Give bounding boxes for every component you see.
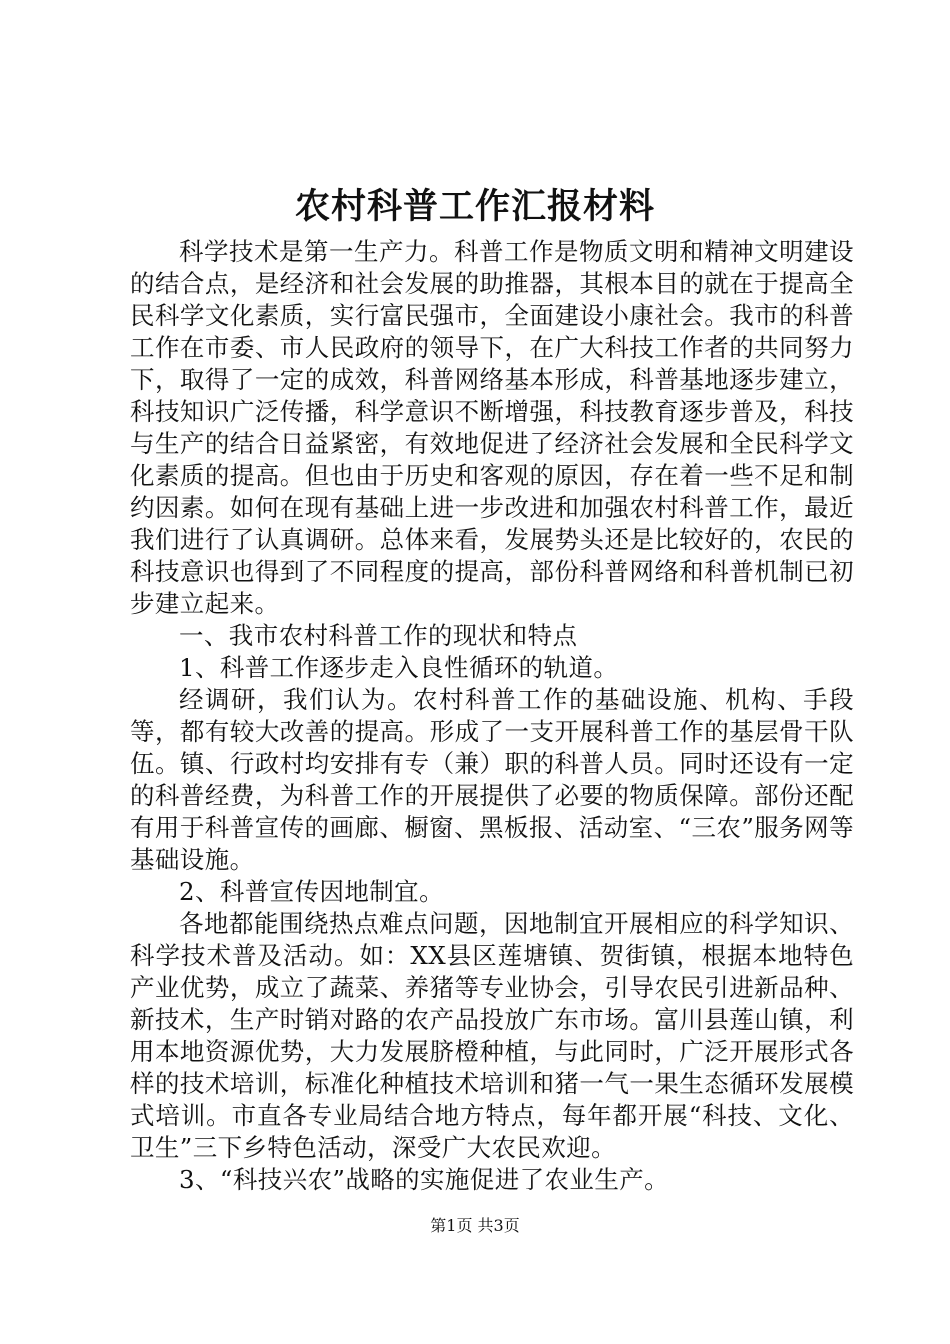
paragraph-subsection-2: 各地都能围绕热点难点问题，因地制宜开展相应的科学知识、科学技术普及活动。如：XX县区莲塘镇、贺街镇，根据本地特色产业优势，成立了蔬菜、养猪等专业协会，引导农民引进新品种、新技术，生产时销对路的农产品投放广东市场。富川县莲山镇，利用本地资源优势，大力发展脐橙种植，与此同时，广泛开展形式各样的技术培训，标准化种植技术培训和猪一气一果生态循环发展模式培训。市直各专业局结合地方特点，每年都开展“科技、文化、卫生”三下乡特色活动，深受广大农民欢迎。 [130, 909, 854, 1162]
paragraph-intro: 科学技术是第一生产力。科普工作是物质文明和精神文明建设的结合点，是经济和社会发展的助推器，其根本目的就在于提高全民科学文化素质，实行富民强市，全面建设小康社会。我市的科普工作在市委、市人民政府的领导下，在广大科技工作者的共同努力下，取得了一定的成效，科普网络基本形成，科普基地逐步建立，科技知识广泛传播，科学意识不断增强，科技教育逐步普及，科技与生产的结合日益紧密，有效地促进了经济社会发展和全民科学文化素质的提高。但也由于历史和客观的原因，存在着一些不足和制约因素。如何在现有基础上进一步改进和加强农村科普工作，最近我们进行了认真调研。总体来看，发展势头还是比较好的，农民的科技意识也得到了不同程度的提高，部份科普网络和科普机制已初步建立起来。 [130, 237, 854, 618]
subheading-2: 2、科普宣传因地制宜。 [179, 877, 444, 906]
subheading-3: 3、“科技兴农”战略的实施促进了农业生产。 [179, 1165, 670, 1194]
document-title: 农村科普工作汇报材料 [294, 186, 655, 227]
paragraph-subsection-1: 经调研，我们认为。农村科普工作的基础设施、机构、手段等，都有较大改善的提高。形成了一支开展科普工作的基层骨干队伍。镇、行政村均安排有专（兼）职的科普人员。同时还设有一定的科普经费，为科普工作的开展提供了必要的物质保障。部份还配有用于科普宣传的画廊、橱窗、黑板报、活动室、“三农”服务网等基础设施。 [130, 685, 854, 874]
section-heading-1: 一、我市农村科普工作的现状和特点 [179, 621, 578, 650]
subheading-1: 1、科普工作逐步走入良性循环的轨道。 [179, 653, 619, 682]
document-body [130, 236, 854, 1196]
page-number-footer: 第1页 共3页 [430, 1216, 520, 1235]
